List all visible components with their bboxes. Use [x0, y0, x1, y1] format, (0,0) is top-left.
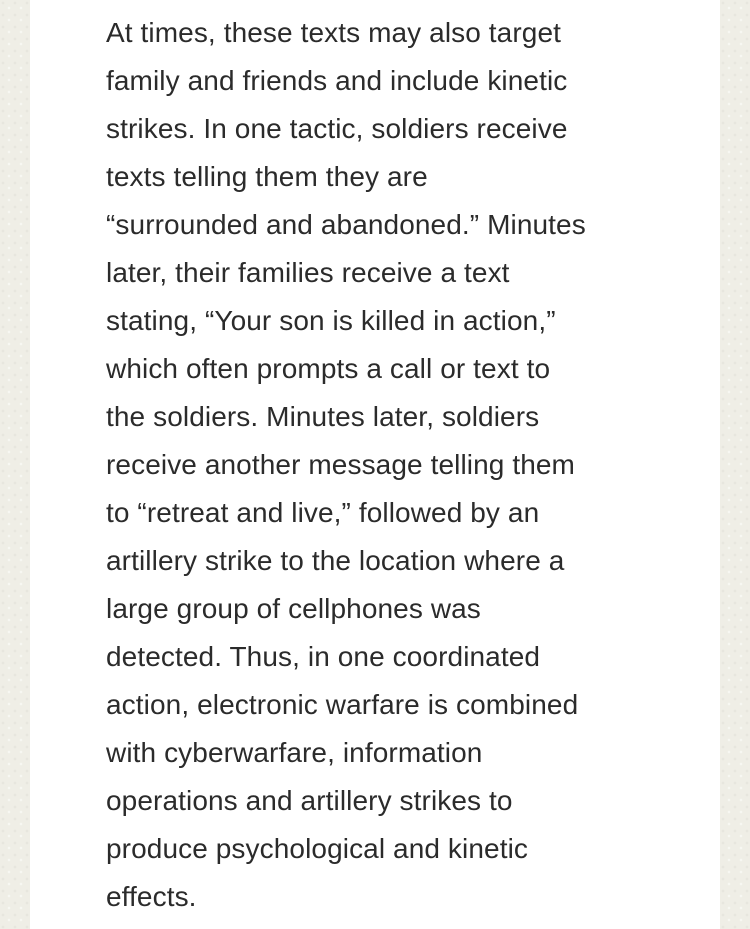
paragraph-line: effects. [106, 881, 197, 912]
paragraph-line: “surrounded and abandoned.” Minutes [106, 209, 586, 240]
paragraph-line: receive another message telling them [106, 449, 575, 480]
paragraph-line: which often prompts a call or text to [106, 353, 551, 384]
paragraph-line: later, their families receive a text [106, 257, 510, 288]
paragraph-line: to “retreat and live,” followed by an [106, 497, 540, 528]
paragraph-line: texts telling them they are [106, 161, 428, 192]
article-paragraph [106, 9, 666, 921]
article-card [30, 0, 720, 929]
paragraph-line: with cyberwarfare, information [106, 737, 483, 768]
paragraph-line: family and friends and include kinetic [106, 65, 568, 96]
paragraph-line: At times, these texts may also target [106, 17, 561, 48]
paragraph-line: detected. Thus, in one coordinated [106, 641, 541, 672]
paragraph-line: operations and artillery strikes to [106, 785, 513, 816]
paragraph-line: produce psychological and kinetic [106, 833, 529, 864]
paragraph-line: stating, “Your son is killed in action,” [106, 305, 556, 336]
paragraph-line: strikes. In one tactic, soldiers receive [106, 113, 568, 144]
paragraph-line: artillery strike to the location where a [106, 545, 565, 576]
paragraph-line: action, electronic warfare is combined [106, 689, 579, 720]
paragraph-line: large group of cellphones was [106, 593, 481, 624]
paragraph-line: the soldiers. Minutes later, soldiers [106, 401, 540, 432]
